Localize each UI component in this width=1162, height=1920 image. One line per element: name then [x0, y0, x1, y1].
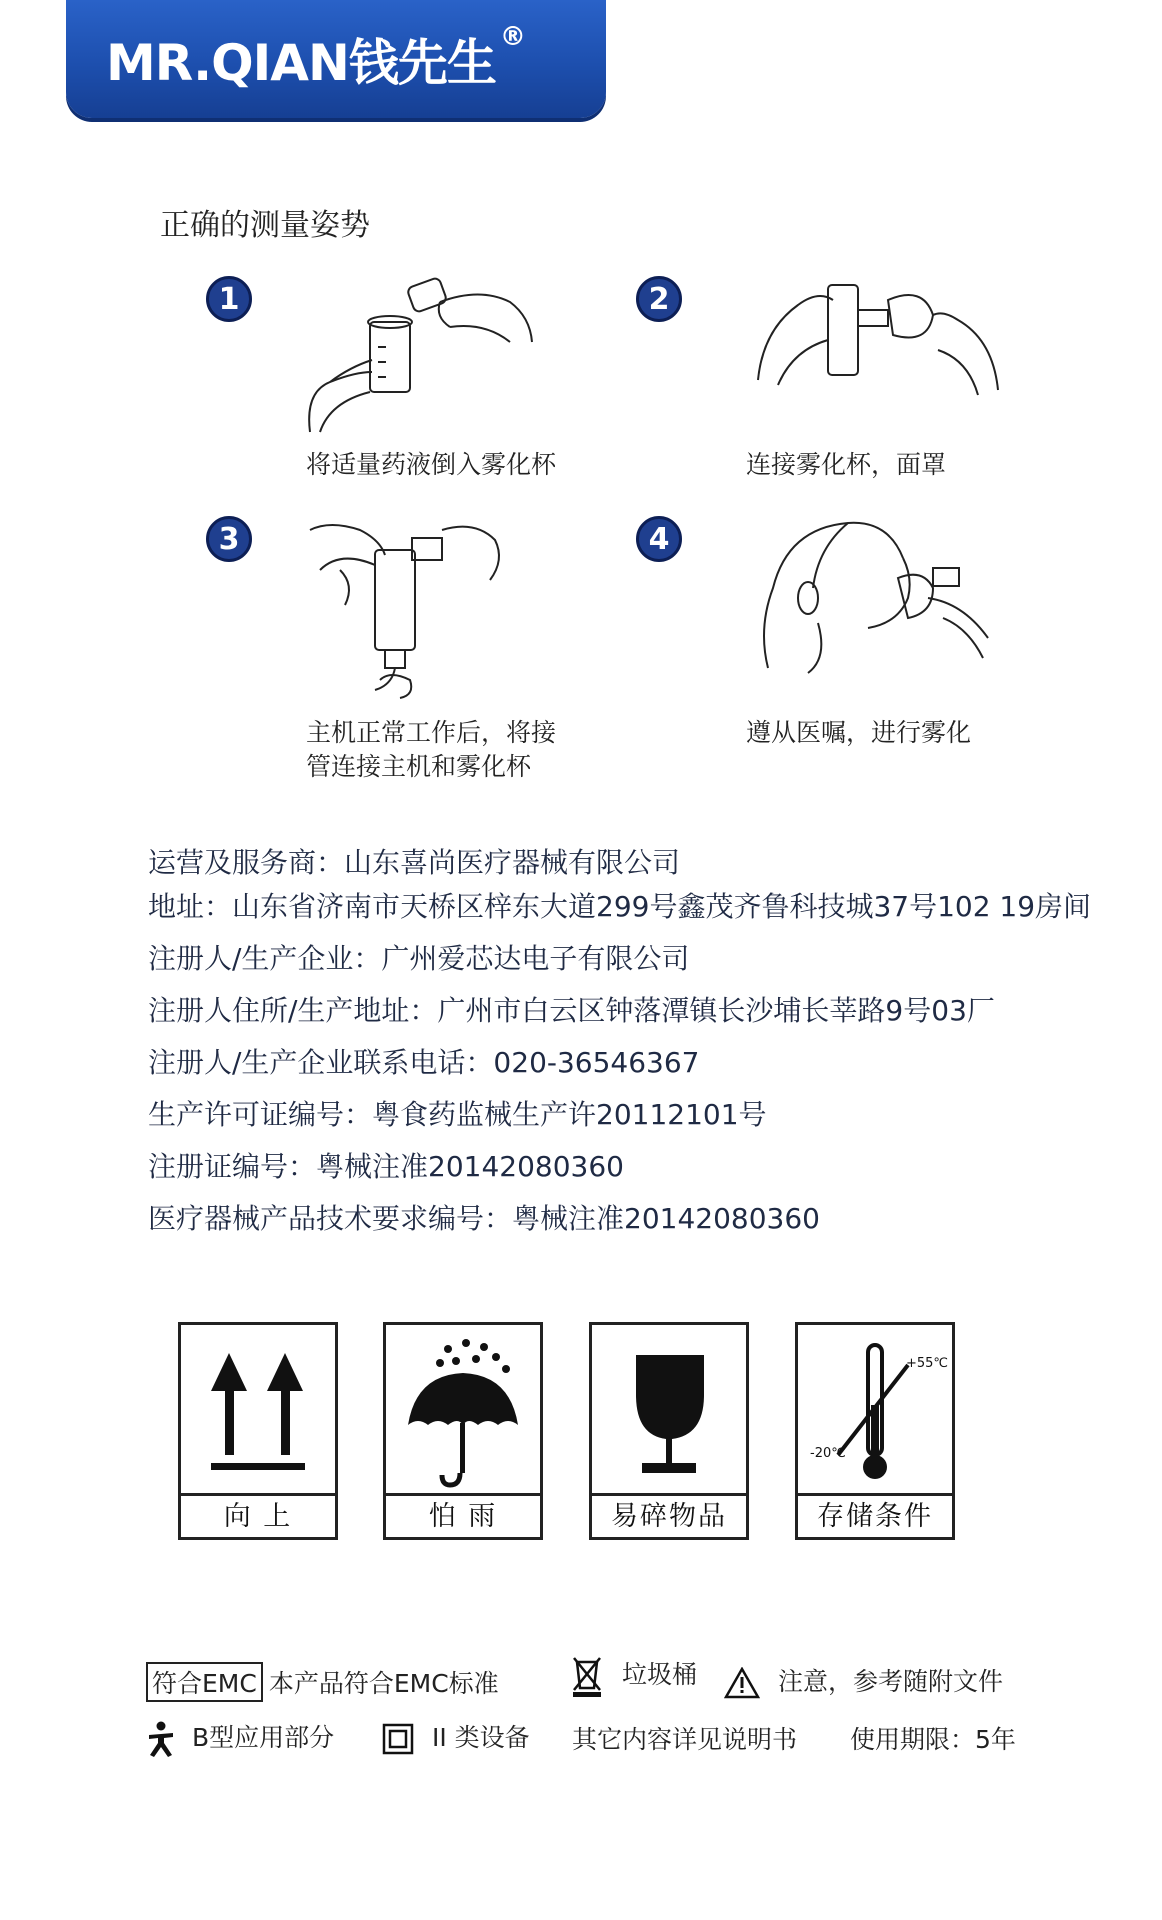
info-production-license: 生产许可证编号：粤食药监械生产许20112101号 — [148, 1098, 767, 1131]
emc-compliance — [146, 1662, 499, 1702]
trash-text: 垃圾桶 — [621, 1660, 697, 1689]
type-b-applied-part — [146, 1718, 334, 1757]
section-title: 正确的测量姿势 — [160, 208, 370, 243]
brand-logo-text: MR.QIAN钱先生 — [106, 34, 496, 92]
step-number-4: 4 — [636, 516, 682, 562]
symbol-fragile — [589, 1322, 749, 1540]
pour-medicine-illustration — [300, 272, 540, 442]
brand-header — [66, 0, 606, 118]
nebulizing-person-illustration — [748, 508, 998, 678]
emc-text: 本产品符合EMC标准 — [268, 1669, 499, 1698]
symbol-this-way-up — [178, 1322, 338, 1540]
step-caption-2: 连接雾化杯，面罩 — [746, 450, 947, 479]
info-tech-requirement-number: 医疗器械产品技术要求编号：粤械注准20142080360 — [148, 1202, 820, 1235]
trash-bin-notice — [570, 1654, 697, 1698]
connect-mask-illustration — [748, 260, 1008, 400]
step-number-1: 1 — [206, 276, 252, 322]
type-b-person-icon — [146, 1721, 176, 1757]
symbol-label: 怕 雨 — [386, 1493, 540, 1537]
caution-notice — [724, 1662, 1003, 1699]
connect-tube-illustration — [300, 510, 520, 700]
fragile-glass-icon — [592, 1325, 746, 1495]
info-operator: 运营及服务商：山东喜尚医疗器械有限公司 — [148, 846, 681, 879]
symbol-keep-dry — [383, 1322, 543, 1540]
thermometer-icon — [798, 1325, 952, 1495]
step-number-2: 2 — [636, 276, 682, 322]
double-square-icon — [382, 1723, 414, 1755]
symbol-storage-conditions — [795, 1322, 955, 1540]
service-life: 使用期限：5年 — [850, 1725, 1016, 1754]
temp-high-label: +55℃ — [906, 1356, 949, 1371]
symbol-label: 易碎物品 — [592, 1493, 746, 1537]
symbol-label: 存储条件 — [798, 1493, 952, 1537]
info-manufacturer-address: 注册人住所/生产地址：广州市白云区钟落潭镇长沙埔长莘路9号03厂 — [148, 994, 995, 1027]
info-phone: 注册人/生产企业联系电话：020-36546367 — [148, 1046, 700, 1079]
registered-mark: ® — [499, 22, 526, 52]
crossed-bin-icon — [570, 1654, 604, 1698]
temp-low-label: -20℃ — [810, 1446, 846, 1461]
other-content-notice: 其它内容详见说明书 — [572, 1725, 798, 1754]
step-caption-1: 将适量药液倒入雾化杯 — [306, 450, 557, 479]
step-number-3: 3 — [206, 516, 252, 562]
info-registration-number: 注册证编号：粤械注准20142080360 — [148, 1150, 624, 1183]
type-b-text: B型应用部分 — [191, 1723, 335, 1752]
emc-badge: 符合EMC — [146, 1662, 263, 1702]
class-two-text: II 类设备 — [431, 1723, 530, 1752]
class-two-equipment — [382, 1718, 530, 1755]
step-caption-3: 主机正常工作后，将接 管连接主机和雾化杯 — [306, 718, 557, 781]
caution-text: 注意，参考随附文件 — [777, 1667, 1003, 1696]
symbol-label: 向 上 — [181, 1493, 335, 1537]
info-manufacturer: 注册人/生产企业：广州爱芯达电子有限公司 — [148, 942, 690, 975]
info-address: 地址：山东省济南市天桥区梓东大道299号鑫茂齐鲁科技城37号102 19房间 — [148, 890, 1092, 923]
company-info — [148, 848, 1108, 1234]
umbrella-rain-icon — [386, 1325, 540, 1495]
step-caption-4: 遵从医嘱，进行雾化 — [746, 718, 972, 747]
arrows-up-icon — [181, 1325, 335, 1495]
caution-triangle-icon — [724, 1667, 760, 1699]
